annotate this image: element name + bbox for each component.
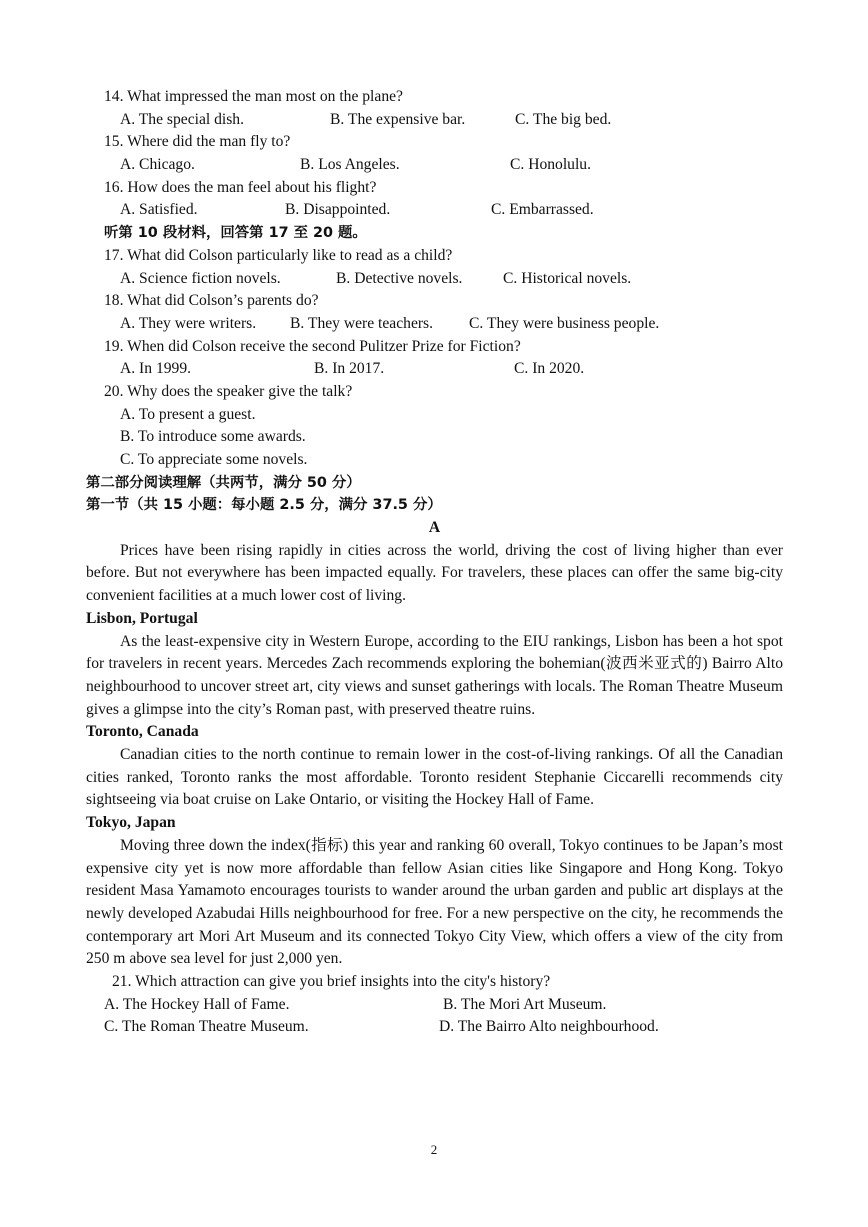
passage-letter: A [428, 519, 441, 537]
city-text-toronto: Canadian cities to the north continue to remain lower in the cost-of-living rankings. Of all the Canadian cities ranked, Toronto ranks the most affordable. Toronto resident Stephanie Ciccarelli recommends city sightseeing via boat cruise on Lake Ontario, or visiting the Hockey Hall of Fame. [86, 746, 783, 809]
option-b: B. The expensive bar. [330, 110, 466, 128]
question-21-options-row2 [86, 1016, 783, 1039]
question-17-options [86, 268, 783, 291]
option-d: D. The Bairro Alto neighbourhood. [439, 1018, 659, 1036]
section-title: 第一节（共 15 小题：每小题 2.5 分，满分 37.5 分） [86, 497, 442, 514]
city-heading-lisbon: Lisbon, Portugal [86, 609, 198, 627]
option-a: A. To present a guest. [120, 405, 256, 423]
question-19-options [86, 358, 783, 381]
question-21-options-row1 [86, 994, 783, 1017]
option-a: A. The Hockey Hall of Fame. [104, 995, 290, 1013]
option-b: B. Disappointed. [285, 201, 391, 219]
page-content [86, 86, 783, 1039]
city-text-tokyo: Moving three down the index(指标) this year and ranking 60 overall, Tokyo continues to be Japan’s most expensive city yet is now more affordable than fellow Asian cities like Singapore and Hong Kong. Tokyo resident Masa Yamamoto encourages tourists to wander around the urban garden and public art displays at the newly developed Azabudai Hills neighbourhood for free. For a new perspective on the city, he recommends the contemporary art Mori Art Museum and its connected Tokyo City View, which offers a view of the city from 250 m above sea level for just 2,000 yen. [86, 836, 783, 968]
option-c: C. In 2020. [514, 360, 585, 378]
question-19: 19. When did Colson receive the second Pulitzer Prize for Fiction? [104, 337, 521, 355]
option-b: B. They were teachers. [290, 314, 434, 332]
question-17: 17. What did Colson particularly like to read as a child? [104, 246, 453, 264]
question-18: 18. What did Colson’s parents do? [104, 292, 319, 310]
option-c: C. The Roman Theatre Museum. [104, 1018, 309, 1036]
question-16: 16. How does the man feel about his flight? [104, 178, 377, 196]
option-b: B. The Mori Art Museum. [443, 995, 607, 1013]
option-c: C. Historical novels. [503, 269, 632, 287]
question-21: 21. Which attraction can give you brief insights into the city's history? [112, 973, 551, 991]
part-title: 第二部分阅读理解（共两节，满分 50 分） [86, 474, 361, 491]
question-14: 14. What impressed the man most on the plane? [104, 88, 403, 105]
option-b: B. In 2017. [314, 360, 385, 378]
question-16-options [86, 199, 783, 222]
option-b: B. To introduce some awards. [120, 428, 306, 446]
question-14-options [86, 109, 783, 132]
option-a: A. In 1999. [120, 360, 192, 378]
passage-intro: Prices have been rising rapidly in cities across the world, driving the cost of living higher than ever before. But not everywhere has been impacted equally. For travelers, these places can offer the same big-city convenient facilities at a much lower cost of living. [86, 541, 783, 605]
option-a: A. The special dish. [120, 110, 245, 128]
option-b: B. Detective novels. [336, 269, 463, 287]
option-c: C. The big bed. [515, 110, 612, 128]
city-heading-toronto: Toronto, Canada [86, 723, 199, 741]
question-15: 15. Where did the man fly to? [104, 133, 291, 151]
city-text-lisbon: As the least-expensive city in Western Europe, according to the EIU rankings, Lisbon has been a hot spot for travelers in recent years. Mercedes Zach recommends exploring the bohemian(波西米亚式的) Bairro Alto neighbourhood to uncover street art, city views and sunset gatherings with locals. The Roman Theatre Museum gives a glimpse into the city’s Roman past, with preserved theatre ruins. [86, 632, 783, 718]
option-c: C. Embarrassed. [491, 201, 594, 219]
option-c: C. Honolulu. [510, 156, 592, 174]
question-20: 20. Why does the speaker give the talk? [104, 382, 353, 400]
option-c: C. They were business people. [469, 314, 660, 332]
question-15-options [86, 154, 783, 177]
option-c: C. To appreciate some novels. [120, 451, 308, 468]
option-a: A. Satisfied. [120, 201, 198, 219]
material-instruction: 听第 10 段材料，回答第 17 至 20 题。 [104, 225, 367, 242]
page-number: 2 [430, 1142, 438, 1157]
city-heading-tokyo: Tokyo, Japan [86, 814, 176, 832]
option-a: A. Chicago. [120, 156, 195, 174]
option-a: A. Science fiction novels. [120, 269, 281, 287]
question-18-options [86, 313, 783, 336]
option-a: A. They were writers. [120, 314, 257, 332]
option-b: B. Los Angeles. [300, 156, 400, 174]
